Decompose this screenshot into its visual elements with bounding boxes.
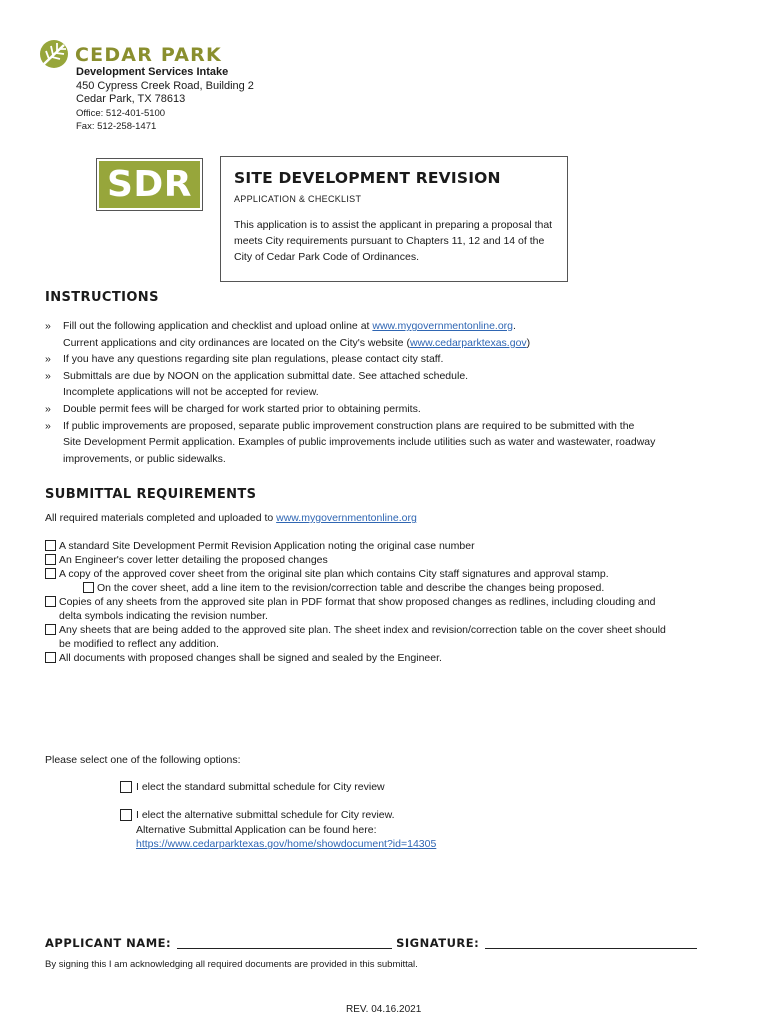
standard-schedule-checkbox[interactable] <box>120 781 132 793</box>
options-label: Please select one of the following options: <box>45 754 241 766</box>
leaf-icon <box>38 37 72 71</box>
mygovernmentonline-link[interactable]: www.mygovernmentonline.org <box>372 320 514 332</box>
revision-number: REV. 04.16.2021 <box>346 1004 422 1015</box>
logo-text: CEDAR PARK <box>75 44 222 66</box>
list-item <box>45 401 725 418</box>
instruction-text: Current applications and city ordinances are located on the City's website ( <box>63 336 410 349</box>
submittal-intro <box>45 512 417 524</box>
address-line-1: 450 Cypress Creek Road, Building 2 <box>76 79 254 92</box>
checkbox[interactable] <box>45 554 56 565</box>
instructions-heading: INSTRUCTIONS <box>45 290 159 305</box>
document-subtitle: APPLICATION & CHECKLIST <box>234 194 362 204</box>
office-address <box>76 66 254 134</box>
list-item <box>45 318 725 351</box>
checklist-subitem <box>45 581 735 595</box>
instruction-text: » Double permit fees will be charged for work started prior to obtaining permits. <box>63 402 421 415</box>
checklist-text: delta symbols indicating the revision number. <box>59 610 268 622</box>
checkbox[interactable] <box>45 624 56 635</box>
mygovernmentonline-link[interactable]: www.mygovernmentonline.org <box>276 512 417 524</box>
office-phone: Office: 512-401-5100 <box>76 107 166 119</box>
submittal-heading: SUBMITTAL REQUIREMENTS <box>45 487 257 502</box>
checkbox[interactable] <box>83 582 94 593</box>
checklist-text: Any sheets that are being added to the approved site plan. The sheet index and revision/correction table on the cover sheet should <box>59 624 666 636</box>
instruction-text: Fill out the following application and checklist and upload online at <box>63 320 373 332</box>
instruction-text: Site Development Permit application. Examples of public improvements include utilities such as water and wastewater, roadway <box>63 436 656 449</box>
applicant-name-label: APPLICANT NAME: <box>45 936 172 950</box>
alternative-schedule-option <box>120 808 436 852</box>
checklist-text: Copies of any sheets from the approved site plan in PDF format that show proposed changes as redlines, including clouding and <box>59 596 656 608</box>
fax-number: Fax: 512-258-1471 <box>76 121 157 132</box>
checkbox[interactable] <box>45 568 56 579</box>
cedarparktexas-link[interactable]: www.cedarparktexas.gov <box>409 336 527 349</box>
alternative-application-note: Alternative Submittal Application can be found here: <box>136 823 377 836</box>
checklist-item <box>45 651 735 665</box>
instruction-text: improvements, or public sidewalks. <box>63 452 226 465</box>
checklist-text: be modified to reflect any addition. <box>59 638 219 650</box>
checkbox[interactable] <box>45 596 56 607</box>
instruction-text: ) <box>526 336 531 349</box>
instruction-text: » If you have any questions regarding site plan regulations, please contact city staff. <box>63 353 444 366</box>
submittal-intro-text: All required materials completed and uploaded to <box>45 512 277 524</box>
standard-schedule-option <box>120 780 385 795</box>
standard-schedule-label: I elect the standard submittal schedule for City review <box>136 781 385 793</box>
document-description: This application is to assist the applicant in preparing a proposal that meets City requirements pursuant to Chapters 11, 12 and 14 of the City of Cedar Park Code of Ordinances. <box>234 219 553 263</box>
alternative-schedule-label: I elect the alternative submittal schedule for City review. <box>136 809 395 821</box>
address-line-2: Cedar Park, TX 78613 <box>76 93 186 105</box>
checkbox[interactable] <box>45 652 56 663</box>
checklist-item <box>45 553 735 567</box>
checklist-text: An Engineer's cover letter detailing the proposed changes <box>59 554 328 566</box>
instruction-text: » Submittals are due by NOON on the application submittal date. See attached schedule. <box>63 369 469 382</box>
instruction-text: . <box>513 320 516 332</box>
list-item <box>45 368 725 401</box>
signature-acknowledgement: By signing this I am acknowledging all required documents are provided in this submittal. <box>45 959 418 970</box>
checklist-text: A copy of the approved cover sheet from the original site plan which contains City staff signatures and approval stamp. <box>59 568 609 580</box>
checklist-item <box>45 539 735 553</box>
signature-label: SIGNATURE: <box>396 936 480 950</box>
applicant-name-field[interactable] <box>177 937 392 949</box>
list-item <box>45 418 725 468</box>
checklist-item <box>45 623 735 651</box>
checklist-text: On the cover sheet, add a line item to the revision/correction table and describe the changes being proposed. <box>97 582 605 594</box>
document-title: SITE DEVELOPMENT REVISION <box>234 169 501 187</box>
instruction-text: Incomplete applications will not be accepted for review. <box>63 386 319 399</box>
sdr-badge <box>96 158 203 211</box>
signature-field[interactable] <box>485 937 697 949</box>
signature-line <box>45 936 697 950</box>
list-item <box>45 351 725 368</box>
requirements-checklist <box>45 539 735 665</box>
alternative-application-link[interactable]: https://www.cedarparktexas.gov/home/showdocument?id=14305 <box>136 838 437 850</box>
alternative-schedule-checkbox[interactable] <box>120 809 132 821</box>
checklist-text: A standard Site Development Permit Revision Application noting the original case number <box>59 540 475 552</box>
instruction-text: » If public improvements are proposed, separate public improvement construction plans are required to be submitted with the <box>63 419 635 432</box>
sdr-badge-label: SDR <box>99 161 200 208</box>
instructions-list <box>45 318 725 467</box>
checklist-item <box>45 567 735 581</box>
checklist-text: All documents with proposed changes shall be signed and sealed by the Engineer. <box>59 652 442 664</box>
checklist-item <box>45 595 735 623</box>
department-name: Development Services Intake <box>76 66 229 78</box>
title-box <box>220 156 568 282</box>
checkbox[interactable] <box>45 540 56 551</box>
